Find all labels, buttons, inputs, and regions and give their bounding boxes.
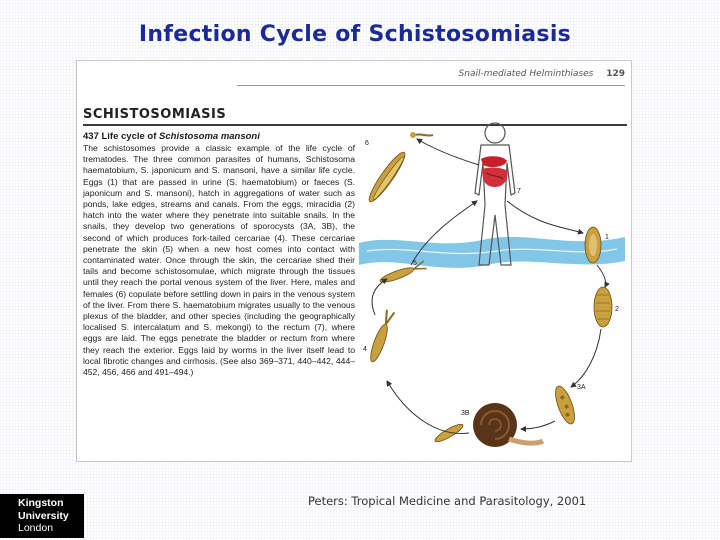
logo-line-london: London: [18, 522, 54, 534]
life-cycle-diagram: [357, 115, 627, 461]
stage-label-2: 2: [615, 306, 619, 313]
figure-caption: The schistosomes provide a classic example of the life cycle of trematodes. The three common parasites of humans, Schistosoma haematobium, S. japonicum and S. mansoni, have a similar life cycle. Eggs (1) that are passed in urine (S. haematobium) or faeces (S. japonicum and S. mansoni), hatch in aggregations of water such as ponds, lake edges, streams and canals. From the eggs, miracidia (2) hatch into the water where they penetrate into suitable snails. In the snails, they develop two generations of sporocysts (3A, 3B), the second of which produces fork-tailed cercariae (4). These cercariae penetrate the skin (5) when a new host comes into contact with contaminated water. Once through the skin, the cercariae shed their tails and become schistosomulae, which migrate through the tissues until they reach the portal venous system of the liver. Here, males and females (6) copulate before settling down in pairs in the venous system of the liver. From there S. haematobium migrates usually to the venous plexus of the bladder, and other species (including the geographically localised S. intercalatum and S. mekongi) to the rectum (7), where eggs are laid. The eggs penetrate the bladder or rectum from where they reach the exterior. Eggs laid by worms in the liver itself lead to local fibrotic changes and cirrhosis. (See also 369–371, 440–442, 444–452, 456, 466 and 491–494.): [83, 143, 355, 378]
kingston-university-logo: [0, 494, 84, 538]
page-number: 129: [606, 69, 625, 79]
egg-stage: [585, 227, 601, 263]
cercaria-swimming: [379, 261, 427, 285]
snail-host: [473, 403, 543, 447]
stage-label-7: 7: [517, 188, 521, 195]
header-rule: [237, 85, 625, 86]
stage-label-3B: 3B: [461, 410, 470, 417]
stage-label-4: 4: [363, 346, 367, 353]
figure-title: [83, 131, 353, 142]
cercaria-stage-left: [367, 309, 395, 363]
logo-line-kingston: Kingston: [18, 497, 64, 509]
section-heading: SCHISTOSOMIASIS: [83, 107, 627, 126]
running-head-title: Snail-mediated Helminthiases: [458, 69, 594, 79]
stage-label-3A: 3A: [577, 384, 586, 391]
sporocyst-3A: [552, 384, 579, 426]
stage-label-5: 5: [413, 260, 417, 267]
figure-species: Schistosoma mansoni: [159, 131, 260, 142]
cercaria-upper: [410, 132, 433, 138]
adult-worm-pair: [365, 149, 409, 205]
slide-title: Infection Cycle of Schistosomiasis: [138, 22, 572, 47]
book-page-scan: [76, 60, 632, 462]
miracidium-stage: [594, 287, 612, 327]
running-header: [325, 69, 625, 79]
logo-line-university: University: [18, 509, 69, 522]
stage-label-1: 1: [605, 234, 609, 241]
stage-label-6: 6: [365, 140, 369, 147]
figure-number: 437 Life cycle of: [83, 131, 157, 142]
source-citation: Peters: Tropical Medicine and Parasitology, 2001: [308, 494, 587, 508]
liver-intestine-organs: [481, 156, 508, 187]
